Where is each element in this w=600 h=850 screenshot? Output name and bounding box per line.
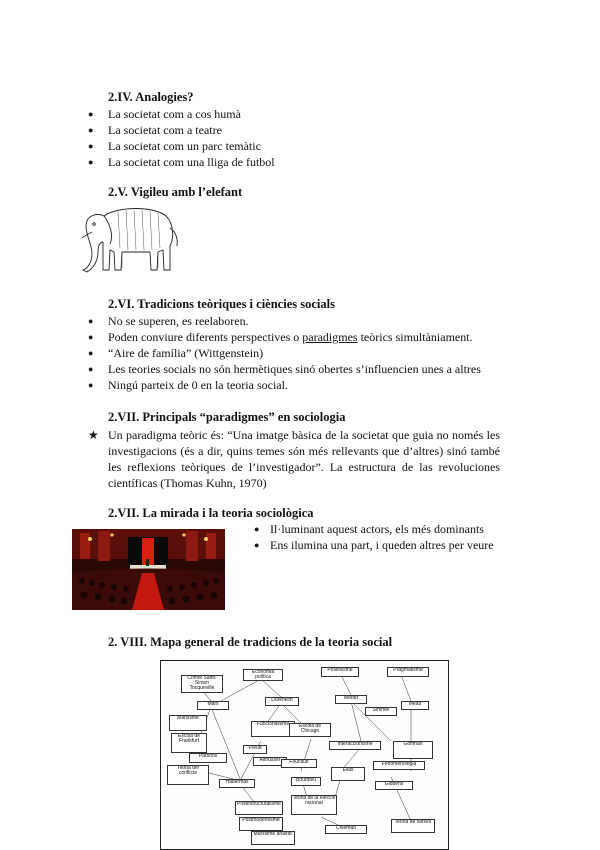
map-box: Marxisme	[169, 715, 207, 731]
map-box: Postestructuralisme	[235, 801, 283, 815]
map-box: Marxisme analític	[251, 831, 295, 845]
traditions-list	[88, 313, 481, 393]
map-box: Interaccionisme	[329, 741, 381, 750]
list-item: ● La societat com a cos humà	[88, 106, 275, 122]
list-item-text: Poden conviure diferents perspectives o	[108, 330, 303, 344]
heading-paradigms: 2.VII. Principals “paradigmes” en sociologia	[108, 410, 346, 424]
star-icon: ★	[88, 428, 99, 442]
map-box: Teoria del conflicte	[167, 765, 209, 785]
theater-stage-photo	[72, 529, 225, 610]
list-item: ● Ens ilumina una part, i queden altres per veure	[254, 537, 494, 553]
list-item: ● Il·luminant aquest actors, els més dominants	[254, 521, 494, 537]
map-box: Elias	[331, 767, 365, 781]
map-box: Durkheim	[265, 697, 299, 706]
heading-sociological-look: 2.VII. La mirada i la teoria sociològica	[108, 506, 314, 520]
paradigm-quote	[88, 427, 500, 491]
map-box: Economia política	[243, 669, 283, 681]
map-box: Escola de Frankfurt	[171, 733, 207, 753]
map-box: Habermas	[219, 779, 255, 788]
list-item: ● La societat com a teatre	[88, 122, 275, 138]
map-box: Fenomenologia	[373, 761, 425, 770]
map-box: Escola de Chicago	[289, 723, 331, 737]
map-box: Bourdieu	[291, 777, 321, 786]
elephant-illustration	[74, 202, 182, 276]
list-item: ● Ningú parteix de 0 en la teoria social.	[88, 377, 481, 393]
map-box: Coleman	[325, 825, 367, 834]
map-box: Althusser	[253, 757, 287, 766]
map-box: Giddens	[375, 781, 413, 790]
list-item: ● Les teories socials no són hermètiques sinó obertes s’influencien unes a altres	[88, 361, 481, 377]
map-box: Postmodernisme	[239, 817, 283, 831]
map-box: Marx	[197, 701, 229, 710]
map-box: Teoria de xarxes	[391, 819, 435, 833]
list-item: ● No se superen, es reelaboren.	[88, 313, 481, 329]
map-box: Pragmatisme	[387, 667, 429, 677]
map-box: Mead	[401, 701, 429, 710]
heading-map: 2. VIII. Mapa general de tradicions de la teoria social	[108, 635, 393, 649]
map-box: Foucault	[281, 759, 317, 768]
list-item-tail: teòrics simultàniament.	[357, 330, 473, 344]
heading-analogies: 2.IV. Analogies?	[108, 90, 194, 104]
map-box: Funcionalisme	[251, 721, 295, 737]
list-item: ● “Aire de família” (Wittgenstein)	[88, 345, 481, 361]
theory-map-diagram	[160, 660, 449, 850]
list-item	[88, 329, 481, 345]
map-box: Simmel	[365, 707, 397, 716]
map-box: Positivisme	[321, 667, 359, 677]
underlined-term: paradigmes	[302, 330, 358, 344]
map-box: Parsons	[189, 753, 227, 763]
map-box: Teoria de la elecció racional	[291, 795, 337, 815]
list-item: ● La societat com un parc temàtic	[88, 138, 275, 154]
map-box: Comte Saint-Simon Tocqueville	[181, 675, 223, 693]
heading-elephant: 2.V. Vigileu amb l’elefant	[108, 185, 243, 199]
map-box: Goffman	[393, 741, 433, 759]
quote-text: Un paradigma teòric és: “Una imatge bàsica de la societat que guia no només les investigacions (és a dir, quins temes són més rellevants que d’altres) sinó també les reflexions teòriques de l’investigador”. La estructura de las revoluciones científicas (Thomas Kuhn, 1970)	[108, 428, 500, 490]
look-list	[254, 521, 494, 553]
analogies-list	[88, 106, 275, 170]
map-box: Weber	[335, 695, 367, 704]
list-item: ● La societat com una lliga de futbol	[88, 154, 275, 170]
heading-traditions: 2.VI. Tradicions teòriques i ciències socials	[108, 297, 335, 311]
map-box: Freud	[243, 745, 267, 754]
